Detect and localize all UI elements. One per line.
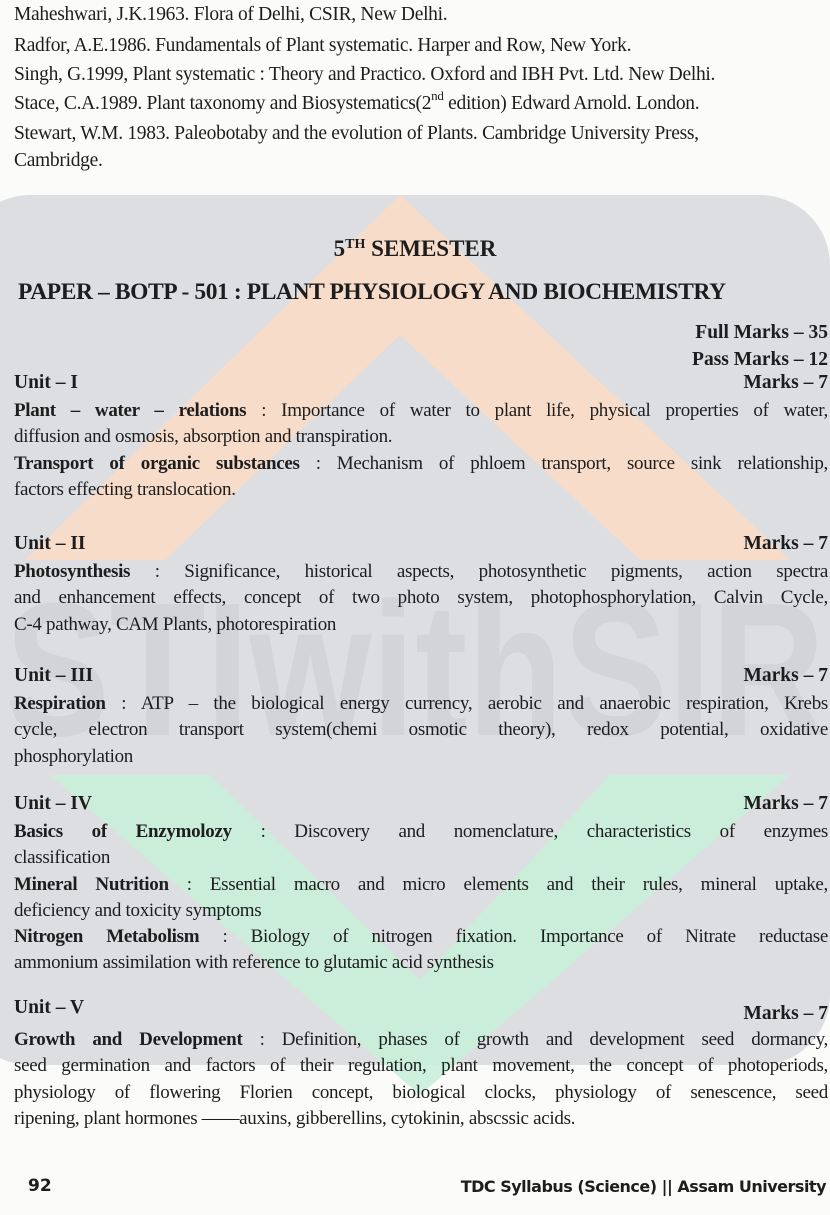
topic-heading: Plant – water – relations [14,400,247,421]
topic-text: : ATP – the biological energy currency, aerobic and anaerobic respiration, Krebs [105,693,828,714]
topic-text: phosphorylation [14,745,133,767]
reference: Stace, C.A.1989. Plant taxonomy and Biosystematics(2nd edition) Edward Arnold. London. [14,88,700,114]
paragraph-line [14,1027,828,1053]
paragraph-line [14,559,828,585]
reference: Stewart, W.M. 1983. Paleobotaby and the evolution of Plants. Cambridge University Press, [14,123,699,144]
footer-title: TDC Syllabus (Science) || Assam University [460,1177,826,1196]
unit-content [14,691,828,770]
topic-text: ammonium assimilation with reference to glutamic acid synthesis [14,952,494,974]
paragraph-line [14,845,828,871]
topic-text: : Essential macro and micro elements and their rules, mineral uptake, [168,873,828,895]
topic-text: : Mechanism of phloem transport, source sink relationship, [299,452,828,474]
reference: Radfor, A.E.1986. Fundamentals of Plant systematic. Harper and Row, New York. [14,35,632,56]
unit-title: Unit – V [14,997,85,1018]
topic-text: deficiency and toxicity symptoms [14,899,262,921]
topic-heading: Photosynthesis [14,561,131,582]
full-marks: Full Marks – 35 [695,322,828,343]
paragraph-line [14,585,828,611]
paragraph-line [14,1106,828,1132]
unit-title: Unit – IV [14,793,93,814]
paragraph-line [14,477,828,503]
unit-marks: Marks – 7 [743,1003,828,1024]
paragraph-line [14,1080,828,1106]
page-number: 92 [28,1176,52,1196]
pass-marks: Pass Marks – 12 [692,349,828,370]
topic-text: : Importance of water to plant life, physical properties of water, [246,400,828,421]
paragraph-line [14,451,828,477]
topic-text: physiology of flowering Florien concept, biological clocks, physiology of senescence, seed [14,1081,828,1103]
paragraph-line [14,398,828,424]
topic-heading: Basics of Enzymolozy [14,821,232,842]
unit-marks: Marks – 7 [743,665,828,686]
topic-text: : Biology of nitrogen fixation. Importance of Nitrate reductase [199,926,829,948]
unit-marks: Marks – 7 [743,372,828,393]
paragraph-line [14,924,828,950]
paragraph-line [14,872,828,898]
topic-text: factors effecting translocation. [14,478,236,500]
semester-heading: 5TH SEMESTER [333,236,497,261]
paragraph-line [14,691,828,717]
paragraph-line [14,898,828,924]
reference: Singh, G.1999, Plant systematic : Theory and Practico. Oxford and IBH Pvt. Ltd. New Delhi. [14,64,716,85]
unit-content [14,559,828,638]
topic-text: cycle, electron transport system(chemi osmotic theory), redox potential, oxidative [14,719,828,741]
paragraph-line [14,424,828,450]
unit-marks: Marks – 7 [743,533,828,554]
unit-content [14,819,828,977]
topic-text: ripening, plant hormones ——auxins, gibberellins, cytokinin, abscssic acids. [14,1107,576,1129]
paragraph-line [14,717,828,743]
topic-heading: Growth and Development [14,1029,243,1050]
unit-title: Unit – II [14,533,86,554]
topic-text: C-4 pathway, CAM Plants, photorespiration [14,613,337,635]
unit-marks: Marks – 7 [743,793,828,814]
topic-text: : Definition, phases of growth and development seed dormancy, [242,1029,828,1050]
paper-title: PAPER – BOTP - 501 : PLANT PHYSIOLOGY AND BIOCHEMISTRY [18,279,726,305]
paragraph-line [14,612,828,638]
paragraph-line [14,744,828,770]
unit-title: Unit – I [14,372,78,393]
topic-text: diffusion and osmosis, absorption and transpiration. [14,426,393,448]
topic-text: and enhancement effects, concept of two photo system, photophosphorylation, Calvin Cycle, [14,587,828,609]
paragraph-line [14,950,828,976]
topic-heading: Mineral Nutrition [14,873,169,895]
paragraph-line [14,819,828,845]
topic-heading: Respiration [14,693,106,714]
topic-heading: Nitrogen Metabolism [14,926,200,948]
unit-title: Unit – III [14,665,94,686]
paragraph-line [14,1053,828,1079]
unit-content [14,398,828,503]
unit-content [14,1027,828,1132]
reference: Cambridge. [14,150,103,171]
topic-text: : Significance, historical aspects, photosynthetic pigments, action spectra [130,561,828,582]
topic-text: : Discovery and nomenclature, characteristics of enzymes [231,821,828,842]
watermark-text: STIwithSIR [5,564,825,776]
topic-heading: Transport of organic substances [14,452,300,474]
reference: Maheshwari, J.K.1963. Flora of Delhi, CSIR, New Delhi. [14,4,448,25]
topic-text: classification [14,847,111,869]
topic-text: seed germination and factors of their regulation, plant movement, the concept of photoperiods, [14,1055,828,1077]
